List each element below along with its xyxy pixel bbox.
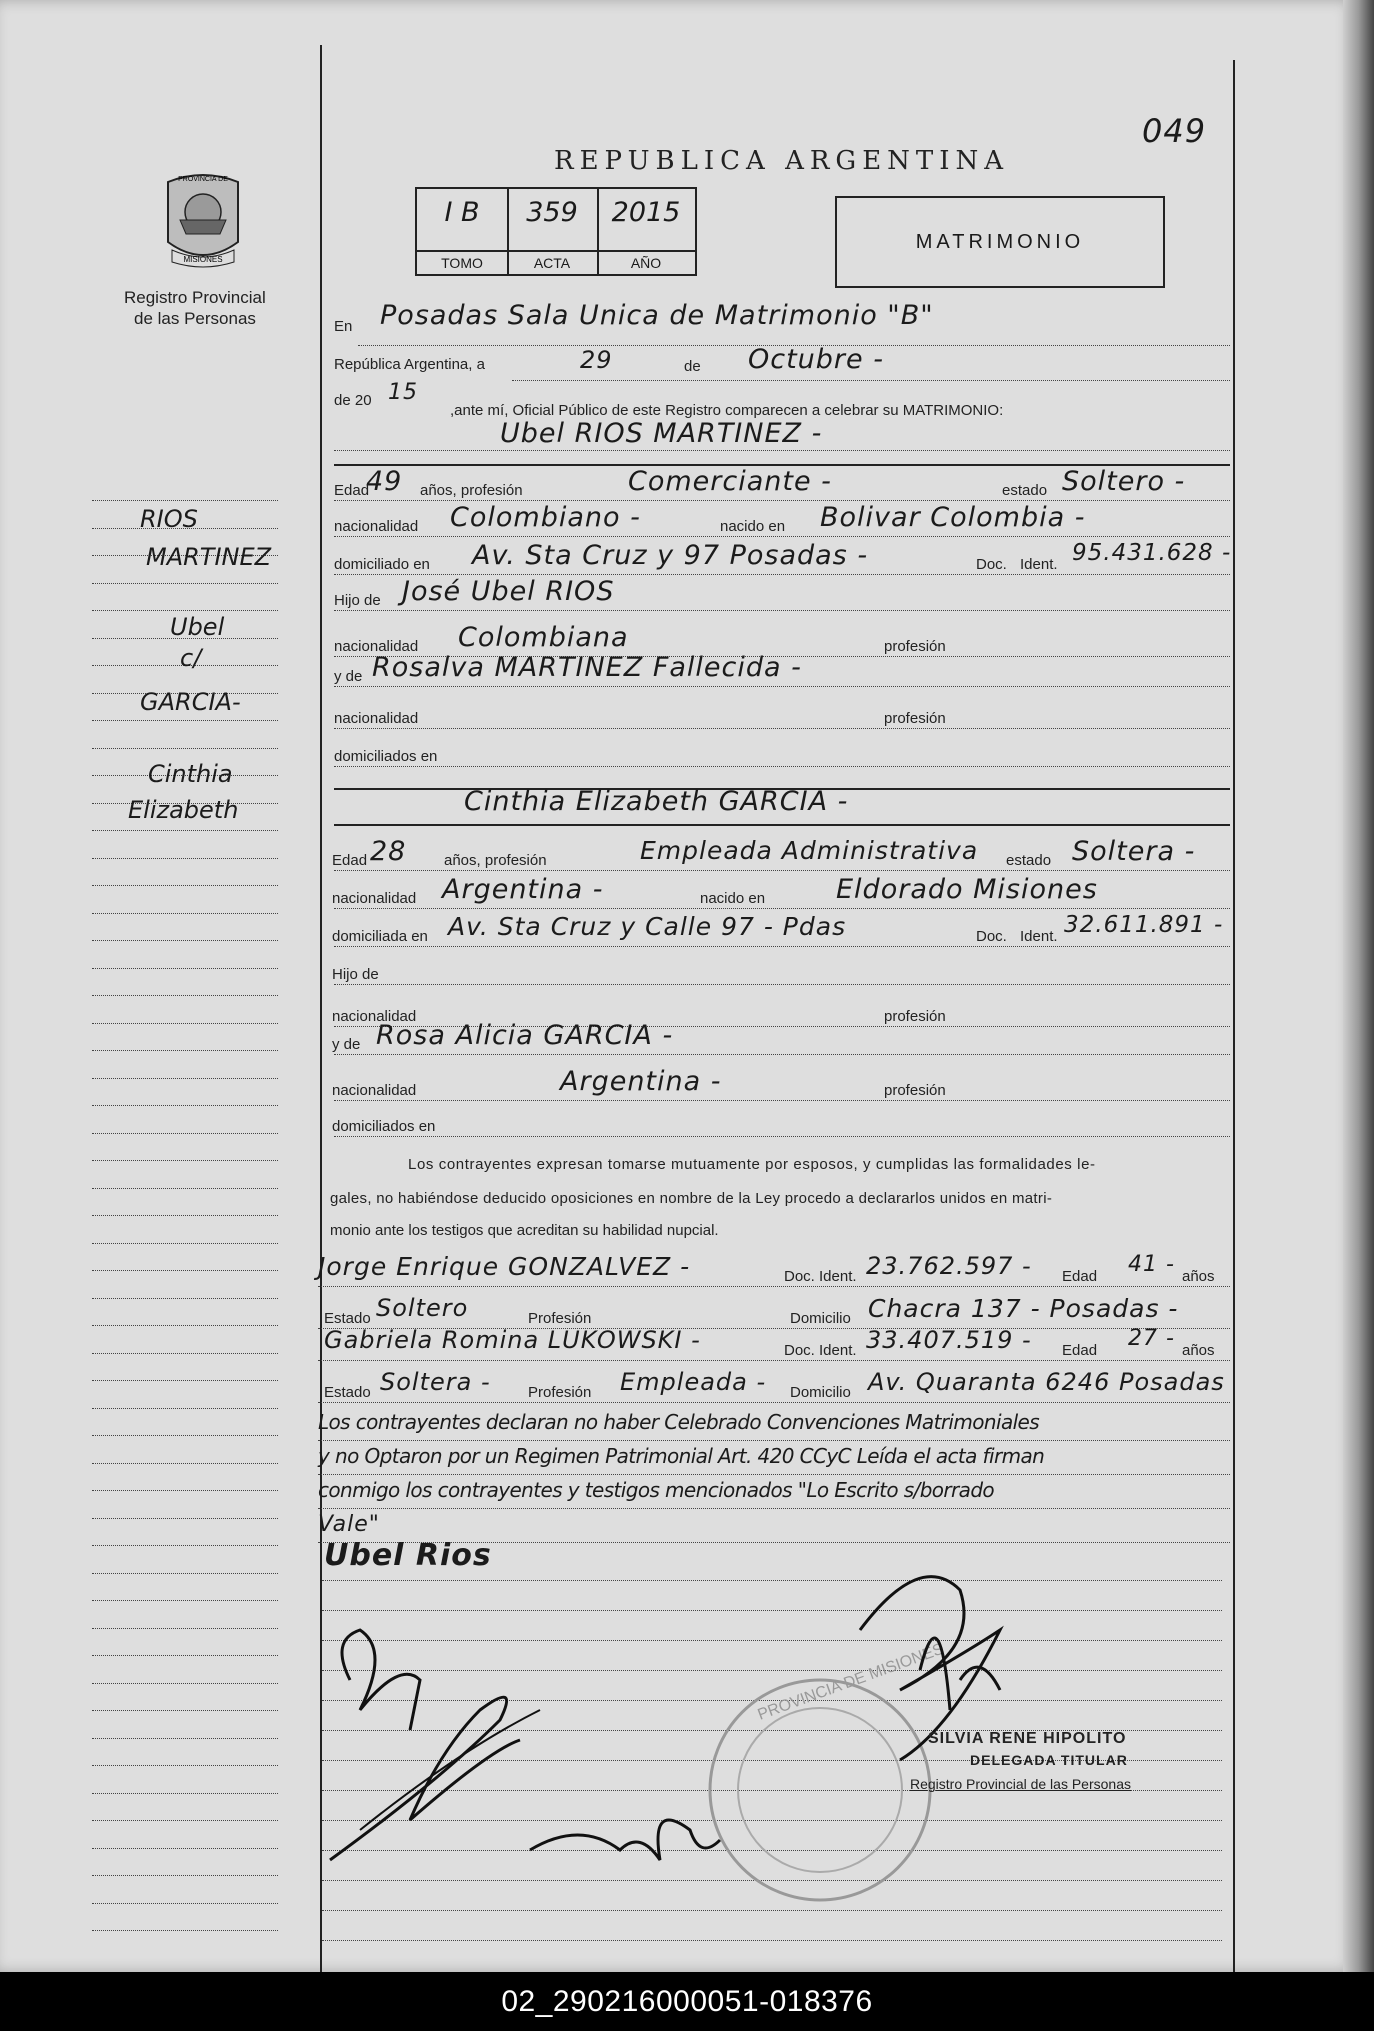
groom-domiciliados-label: domiciliados en [334, 748, 438, 765]
official-office: Registro Provincial de las Personas [910, 1776, 1131, 1792]
margin-rule [92, 1875, 278, 1876]
declaration-line3: monio ante los testigos que acreditan su habilidad nupcial. [330, 1222, 719, 1239]
form-rule [318, 1360, 1230, 1361]
page-number: 049 [1142, 112, 1207, 150]
groom-nacionalidad-label: nacionalidad [334, 518, 419, 535]
groom-nacionalidad: Colombiano - [450, 502, 641, 533]
margin-rule [92, 1545, 278, 1546]
groom-domiciliado-label: domiciliado en [334, 556, 430, 573]
witness2-estado: Soltera - [380, 1368, 491, 1396]
margin-rule [92, 610, 278, 611]
margin-rule [92, 1683, 278, 1684]
groom-nacido: Bolivar Colombia - [820, 502, 1086, 533]
groom-padre-nac-label: nacionalidad [334, 638, 419, 655]
margin-rule [92, 1160, 278, 1161]
seal-text: PROVINCIA DE MISIONES [755, 1640, 947, 1724]
margin-rule [92, 1710, 278, 1711]
official-title: DELEGADA TITULAR [970, 1752, 1128, 1768]
margin-rule [92, 1655, 278, 1656]
ante-text: ,ante mí, Oficial Público de este Registro comparecen a celebrar su MATRIMONIO: [450, 402, 1004, 419]
form-rule [318, 1286, 1230, 1287]
anio-label: AÑO [597, 250, 695, 274]
registry-name-line2: de las Personas [134, 309, 256, 328]
republica-label: República Argentina, a [334, 356, 485, 373]
margin-rule [92, 858, 278, 859]
bride-yde-label: y de [332, 1036, 361, 1053]
margin-rule [92, 1793, 278, 1794]
bride-name: Cinthia Elizabeth GARCIA - [464, 786, 849, 817]
groom-madre-nac-label: nacionalidad [334, 710, 419, 727]
witness1-estado: Soltero [376, 1294, 469, 1322]
margin-rule [92, 1243, 278, 1244]
form-rule [334, 728, 1230, 729]
margin-rule [92, 1133, 278, 1134]
form-rule [334, 946, 1230, 947]
margin-rule [92, 995, 278, 996]
de-label: de [684, 358, 701, 375]
groom-padre-prof-label: profesión [884, 638, 946, 655]
margin-rule [92, 1105, 278, 1106]
margin-rule [92, 1463, 278, 1464]
margin-rule [92, 1078, 278, 1079]
handwritten-note: y no Optaron por un Regimen Patrimonial Art. 420 CCyC Leída el acta firman [318, 1444, 1045, 1468]
margin-rule [92, 968, 278, 969]
margin-rule [92, 1820, 278, 1821]
witness1-doc-label: Doc. Ident. [784, 1268, 857, 1285]
margin-rule [92, 1023, 278, 1024]
margin-rule [92, 1573, 278, 1574]
acta-label: ACTA [507, 250, 597, 274]
witness1-domicilio-label: Domicilio [790, 1310, 851, 1327]
bride-padre-prof-label: profesión [884, 1008, 946, 1025]
official-name: SILVIA RENE HIPOLITO [928, 1730, 1127, 1747]
marriage-day: 29 [580, 346, 613, 374]
witness2-domicilio-label: Domicilio [790, 1384, 851, 1401]
groom-name: Ubel RIOS MARTINEZ - [500, 418, 823, 449]
groom-profesion: Comerciante - [628, 466, 832, 497]
form-rule [334, 500, 1230, 501]
margin-rule [92, 1903, 278, 1904]
margin-rule [92, 720, 278, 721]
groom-ident-label: Ident. [1020, 556, 1058, 573]
groom-nacido-label: nacido en [720, 518, 786, 535]
margin-rule [92, 830, 278, 831]
marriage-place: Posadas Sala Unica de Matrimonio "B" [380, 300, 934, 331]
declaration-line2: gales, no habiéndose deducido oposiciones en nombre de la Ley procedo a declararlos unidos en matri- [330, 1190, 1053, 1207]
witness1-edad-label: Edad [1062, 1268, 1098, 1285]
witness2-profesion-label: Profesión [528, 1384, 592, 1401]
margin-rule [92, 583, 278, 584]
handwritten-note: conmigo los contrayentes y testigos mencionados "Lo Escrito s/borrado [318, 1478, 995, 1502]
witness1-doc: 23.762.597 - [866, 1252, 1032, 1280]
margin-name: RIOS [140, 505, 198, 533]
groom-estado: Soltero - [1062, 466, 1186, 497]
bride-madre: Rosa Alicia GARCIA - [376, 1020, 674, 1051]
witness2-domicilio: Av. Quaranta 6246 Posadas [868, 1368, 1225, 1396]
margin-name: Cinthia [148, 760, 233, 788]
groom-yde-label: y de [334, 668, 363, 685]
groom-estado-label: estado [1002, 482, 1048, 499]
year-prefix: de 20 [334, 392, 372, 409]
margin-rule [92, 1298, 278, 1299]
witness1-anios-label: años [1182, 1268, 1215, 1285]
margin-name: Elizabeth [128, 796, 239, 824]
bride-estado: Soltera - [1072, 836, 1196, 867]
margin-rule [92, 1408, 278, 1409]
form-rule [322, 1940, 1222, 1941]
witness2-doc: 33.407.519 - [866, 1326, 1032, 1354]
emblem-bottom-text: MISIONES [183, 255, 223, 264]
bride-hijo-label: Hijo de [332, 966, 379, 983]
witness1-name: Jorge Enrique GONZALVEZ - [318, 1252, 691, 1281]
witness2-anios-label: años [1182, 1342, 1215, 1359]
country-title: REPUBLICA ARGENTINA [554, 146, 1010, 176]
provincia-de-misiones-emblem [160, 172, 246, 272]
form-rule [322, 1910, 1222, 1911]
margin-rule [92, 1435, 278, 1436]
bride-padre-nac-label: nacionalidad [332, 1008, 417, 1025]
bride-madre-nac-label: nacionalidad [332, 1082, 417, 1099]
emblem-top-text: PROVINCIA DE [178, 176, 228, 183]
form-rule [318, 1402, 1230, 1403]
form-rule [334, 610, 1230, 611]
margin-rule [92, 1270, 278, 1271]
bride-doc: 32.611.891 - [1064, 912, 1224, 938]
footer-id: 02_290216000051-018376 [0, 1972, 1374, 2031]
anio-value: 2015 [611, 197, 681, 228]
groom-hijo-label: Hijo de [334, 592, 381, 609]
handwritten-note: Los contrayentes declaran no haber Celebrado Convenciones Matrimoniales [318, 1410, 1040, 1434]
witness2-edad: 27 - [1128, 1326, 1175, 1351]
margin-rule [92, 1325, 278, 1326]
registry-name-line1: Registro Provincial [124, 288, 266, 307]
bride-madre-prof-label: profesión [884, 1082, 946, 1099]
bride-domicilio: Av. Sta Cruz y Calle 97 - Pdas [448, 912, 847, 941]
groom-padre-nac: Colombiana [458, 622, 629, 653]
margin-name: MARTINEZ [146, 543, 272, 571]
tomo-value: I B [444, 197, 480, 228]
notes-rule [318, 1474, 1230, 1475]
margin-rule [92, 1380, 278, 1381]
witness2-edad-label: Edad [1062, 1342, 1098, 1359]
notes-rule [318, 1508, 1230, 1509]
tomo-label: TOMO [417, 250, 507, 274]
right-margin-rule [1233, 60, 1235, 1972]
matrimonio-box: MATRIMONIO [835, 196, 1165, 288]
form-rule [334, 1136, 1230, 1137]
margin-rule [92, 1518, 278, 1519]
declaration-line1: Los contrayentes expresan tomarse mutuamente por esposos, y cumplidas las formalidades le- [408, 1156, 1096, 1173]
witness1-profesion-label: Profesión [528, 1310, 592, 1327]
bride-edad-label: Edad [332, 852, 368, 869]
margin-name: GARCIA- [140, 688, 241, 716]
groom-domicilio: Av. Sta Cruz y 97 Posadas - [472, 540, 869, 571]
witness2-profesion: Empleada - [620, 1368, 767, 1396]
form-rule [334, 536, 1230, 537]
groom-name-rule [334, 450, 1230, 451]
margin-rule [92, 1353, 278, 1354]
margin-rule [92, 1490, 278, 1491]
form-rule [334, 574, 1230, 575]
tomo-cell [417, 189, 509, 274]
date-rule [512, 380, 1230, 381]
margin-rule [92, 1930, 278, 1931]
margin-name: c/ [180, 644, 202, 672]
bride-profesion-label: años, profesión [444, 852, 547, 869]
margin-rule [92, 940, 278, 941]
form-rule [334, 984, 1230, 985]
groom-edad: 49 [366, 466, 403, 497]
margin-rule [92, 1215, 278, 1216]
groom-padre: José Ubel RIOS [402, 576, 615, 607]
bride-ident-label: Ident. [1020, 928, 1058, 945]
margin-rule [92, 1765, 278, 1766]
witness2-doc-label: Doc. Ident. [784, 1342, 857, 1359]
groom-profesion-label: años, profesión [420, 482, 523, 499]
margin-rule [92, 748, 278, 749]
form-rule [334, 870, 1230, 871]
bride-nacido-label: nacido en [700, 890, 766, 907]
bride-estado-label: estado [1006, 852, 1052, 869]
bride-nacionalidad-label: nacionalidad [332, 890, 417, 907]
acta-value: 359 [526, 197, 578, 228]
form-rule [334, 1054, 1230, 1055]
groom-madre-prof-label: profesión [884, 710, 946, 727]
bride-madre-nac: Argentina - [560, 1066, 722, 1097]
margin-rule [92, 1050, 278, 1051]
bride-domiciliado-label: domiciliada en [332, 928, 428, 945]
handwritten-note: Vale" [318, 1512, 380, 1537]
groom-edad-label: Edad [334, 482, 370, 499]
groom-madre: Rosalva MARTINEZ Fallecida - [372, 652, 802, 683]
bride-edad: 28 [370, 836, 407, 867]
official-signature-and-seal [700, 1530, 1100, 1910]
form-rule [334, 686, 1230, 687]
margin-rule [92, 1188, 278, 1189]
notes-rule [318, 1440, 1230, 1441]
witness1-domicilio: Chacra 137 - Posadas - [868, 1294, 1179, 1323]
form-rule [334, 766, 1230, 767]
witness2-estado-label: Estado [324, 1384, 371, 1401]
form-rule [334, 1100, 1230, 1101]
bride-profesion: Empleada Administrativa [640, 836, 979, 865]
bride-domiciliados-label: domiciliados en [332, 1118, 436, 1135]
margin-name: Ubel [170, 613, 225, 641]
bride-doc-label: Doc. [976, 928, 1007, 945]
anio-cell [597, 189, 695, 274]
margin-rule [92, 1848, 278, 1849]
marriage-month: Octubre - [748, 344, 884, 375]
seal-circle [710, 1680, 930, 1900]
margin-rule [92, 1628, 278, 1629]
record-number-box [415, 187, 697, 276]
year-suffix: 15 [388, 380, 418, 405]
witness1-edad: 41 - [1128, 1252, 1175, 1277]
margin-rule [92, 500, 278, 501]
margin-rule [92, 885, 278, 886]
acta-cell [507, 189, 599, 274]
groom-doc-label: Doc. [976, 556, 1007, 573]
bride-separator-bottom [334, 824, 1230, 826]
witness2-name: Gabriela Romina LUKOWSKI - [324, 1326, 701, 1354]
groom-doc: 95.431.628 - [1072, 540, 1232, 566]
bride-nacionalidad: Argentina - [442, 874, 604, 905]
page-edge [1343, 0, 1374, 1972]
en-label: En [334, 318, 353, 335]
margin-rule [92, 1738, 278, 1739]
witness1-estado-label: Estado [324, 1310, 371, 1327]
bride-nacido: Eldorado Misiones [836, 874, 1098, 905]
form-rule [334, 908, 1230, 909]
groom-signature: Ubel Rios [324, 1538, 492, 1573]
margin-rule [92, 1600, 278, 1601]
margin-rule [92, 913, 278, 914]
